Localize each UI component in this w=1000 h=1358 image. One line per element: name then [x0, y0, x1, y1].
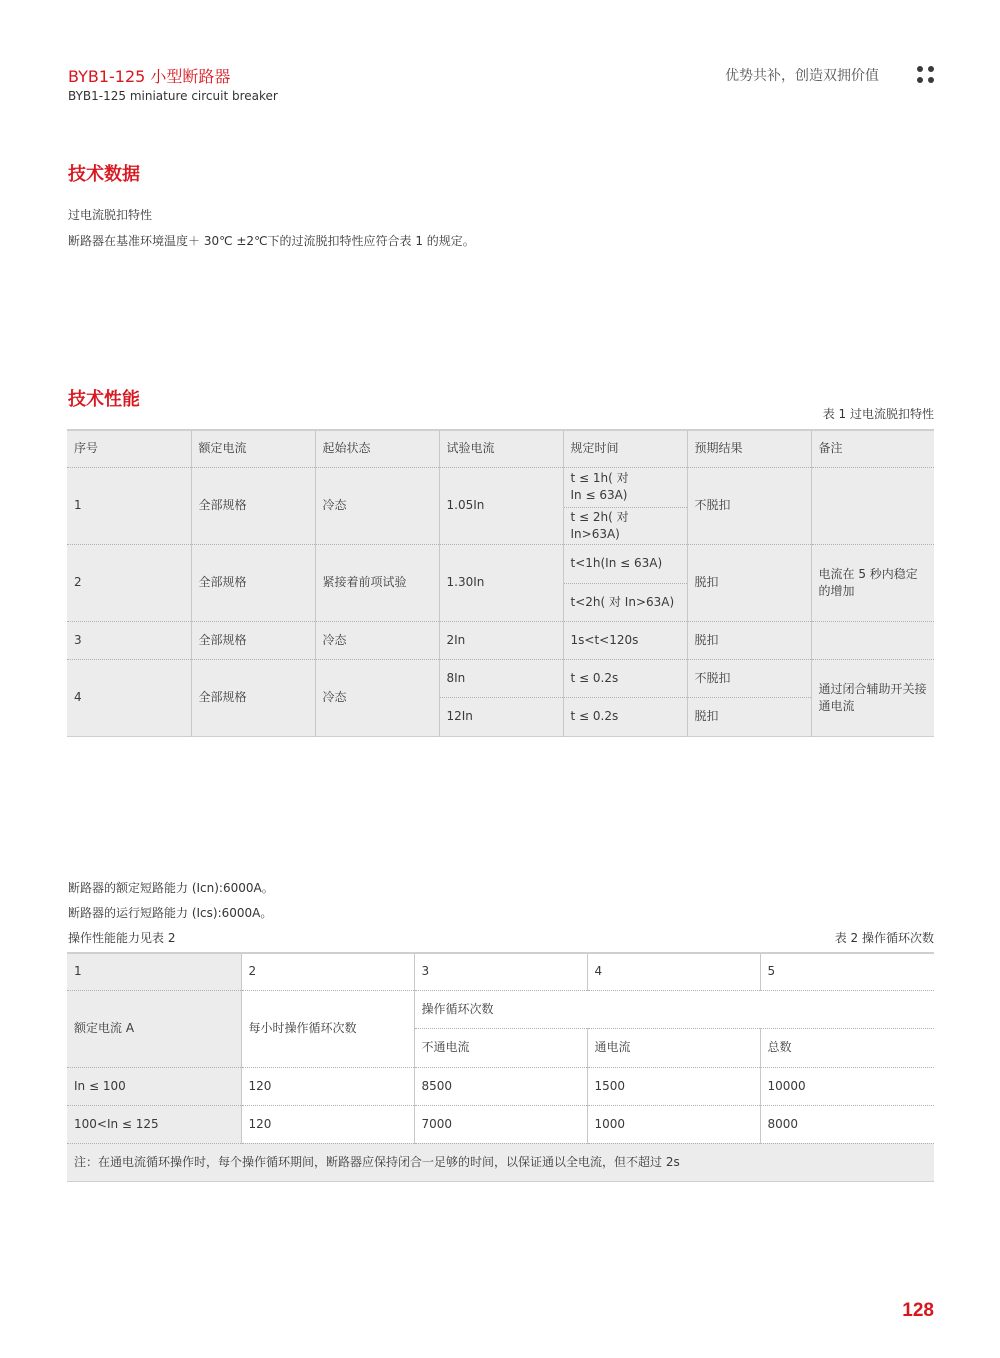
table-cell: t ≤ 1h( 对 In ≤ 63A)	[563, 467, 687, 507]
table-header-cell: 预期结果	[687, 430, 811, 467]
table-header-cell: 不通电流	[414, 1028, 587, 1067]
table-cell: 8000	[760, 1105, 934, 1143]
table-cell: 全部规格	[191, 467, 315, 544]
table-header-cell: 每小时操作循环次数	[241, 990, 414, 1067]
table-row	[67, 1067, 934, 1105]
table-cell: 120	[241, 1105, 414, 1143]
table-cell: t ≤ 0.2s	[563, 697, 687, 736]
table-header-cell: 试验电流	[439, 430, 563, 467]
table-cell: t ≤ 2h( 对 In>63A)	[563, 507, 687, 544]
table-cell: 全部规格	[191, 659, 315, 736]
table-header-cell: 1	[67, 953, 241, 990]
table-cell: 7000	[414, 1105, 587, 1143]
table-cell: 4	[67, 659, 191, 736]
section-title-performance: 技术性能	[68, 389, 140, 410]
table-cell: 不脱扣	[687, 659, 811, 697]
table-cell: 1500	[587, 1067, 760, 1105]
table-cell: 全部规格	[191, 621, 315, 659]
table-cell: 2	[67, 544, 191, 621]
table-cell: 2In	[439, 621, 563, 659]
table-header-cell: 起始状态	[315, 430, 439, 467]
table-cell: 1000	[587, 1105, 760, 1143]
section-title-tech-data: 技术数据	[68, 164, 140, 185]
table-header-cell: 4	[587, 953, 760, 990]
table-cell: 120	[241, 1067, 414, 1105]
table-cell: 1s<t<120s	[563, 621, 687, 659]
table-cell: 8500	[414, 1067, 587, 1105]
table-cell: t<2h( 对 In>63A)	[563, 583, 687, 621]
table-header-cell: 2	[241, 953, 414, 990]
operation-cycles-table	[67, 952, 934, 1182]
table-cell: 电流在 5 秒内稳定的增加	[811, 544, 934, 621]
table-cell: 12In	[439, 697, 563, 736]
table-cell: 不脱扣	[687, 467, 811, 544]
table-header-cell: 备注	[811, 430, 934, 467]
table-cell: 1.30In	[439, 544, 563, 621]
dots-grid-icon	[917, 66, 935, 84]
table-cell: 脱扣	[687, 697, 811, 736]
table-cell: 脱扣	[687, 621, 811, 659]
table-header-cell: 总数	[760, 1028, 934, 1067]
document-title: BYB1-125 小型断路器	[68, 67, 231, 86]
table-cell: 全部规格	[191, 544, 315, 621]
overcurrent-trip-table	[67, 429, 934, 737]
table-cell: 通过闭合辅助开关接通电流	[811, 659, 934, 736]
table-header-cell: 3	[414, 953, 587, 990]
table-cell	[811, 621, 934, 659]
paragraph-line: 过电流脱扣特性	[68, 208, 153, 222]
table-cell: t ≤ 0.2s	[563, 659, 687, 697]
page-number: 128	[902, 1300, 934, 1321]
table-caption: 表 2 操作循环次数	[834, 931, 934, 945]
paragraph-line: 断路器的额定短路能力 (Icn):6000A。	[68, 881, 274, 895]
table-cell: 冷态	[315, 659, 439, 736]
table-cell: 紧接着前项试验	[315, 544, 439, 621]
document-subtitle: BYB1-125 miniature circuit breaker	[68, 89, 278, 103]
table-cell	[811, 467, 934, 544]
table-cell: In ≤ 100	[67, 1067, 241, 1105]
table-header-cell: 操作循环次数	[414, 990, 934, 1028]
table-header-cell: 序号	[67, 430, 191, 467]
table-cell: 冷态	[315, 621, 439, 659]
table-cell: 1.05In	[439, 467, 563, 544]
table-cell: 100<In ≤ 125	[67, 1105, 241, 1143]
table-cell: 10000	[760, 1067, 934, 1105]
table-cell: 1	[67, 467, 191, 544]
slogan: 优势共补，创造双拥价值	[725, 68, 879, 84]
table-header-cell: 5	[760, 953, 934, 990]
table-cell: 脱扣	[687, 544, 811, 621]
table-header-cell: 额定电流 A	[67, 990, 241, 1067]
table-cell: 3	[67, 621, 191, 659]
table-header-cell: 通电流	[587, 1028, 760, 1067]
table-header-cell: 额定电流	[191, 430, 315, 467]
paragraph-line: 断路器的运行短路能力 (Ics):6000A。	[68, 906, 273, 920]
paragraph-line: 操作性能能力见表 2	[68, 931, 176, 945]
table-cell: t<1h(In ≤ 63A)	[563, 544, 687, 583]
table-note: 注：在通电流循环操作时，每个操作循环期间，断路器应保持闭合一足够的时间，以保证通以全电流，但不超过 2s	[67, 1143, 934, 1181]
table-header-cell: 规定时间	[563, 430, 687, 467]
table-cell: 8In	[439, 659, 563, 697]
table-cell: 冷态	[315, 467, 439, 544]
table-caption: 表 1 过电流脱扣特性	[822, 407, 934, 421]
table-row	[67, 1105, 934, 1143]
paragraph-line: 断路器在基准环境温度＋ 30℃ ±2℃下的过流脱扣特性应符合表 1 的规定。	[68, 234, 475, 248]
